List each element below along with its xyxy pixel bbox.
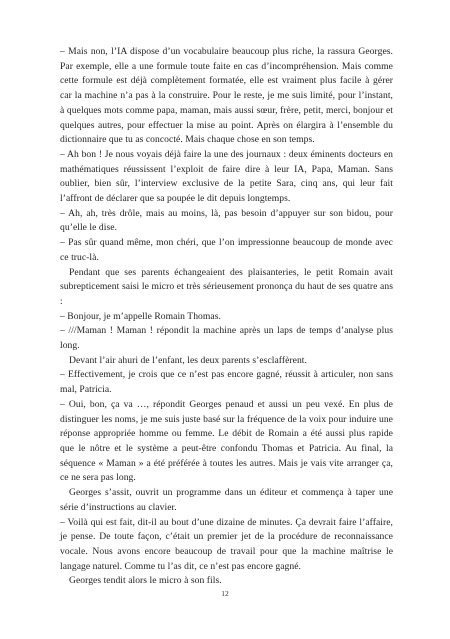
paragraph: Georges s’assit, ouvrit un programme dans un éditeur et commença à taper une série d’instructions au clavier. [60, 487, 393, 513]
paragraph: – Ah bon ! Je nous voyais déjà faire la une des journaux : deux éminents docteurs en mathématiques réussissent l’exploit de faire dire à leur IA, Papa, Maman. Sans oublier, bien sûr, l’interview exclusive de la petite Sara, cinq ans, qui leur fait l’affront de déclarer que sa poupée le dit depuis longtemps. [60, 148, 393, 205]
page-number: 12 [221, 589, 229, 598]
paragraph: Georges tendit alors le micro à son fils. [69, 575, 222, 587]
paragraph: Devant l’air ahuri de l’enfant, les deux parents s’esclaffèrent. [69, 354, 307, 366]
paragraph: – Effectivement, je crois que ce n’est pas encore gagné, réussit à articuler, non sans mal, Patricia. [60, 369, 393, 396]
paragraph: – Voilà qui est fait, dit-il au bout d’une dizaine de minutes. Ça devrait faire l’affaire, je pense. De toute façon, c’était un premier jet de la procédure de reconnaissance vocale. Nous avons encore beaucoup de travail pour que la machine maîtrise le langage naturel. Comme tu l’as dit, ce n’est pas encore gagné. [60, 516, 393, 572]
paragraph: – ///Maman ! Maman ! répondit la machine après un laps de temps d’analyse plus long. [60, 325, 393, 352]
body-text [60, 45, 393, 589]
paragraph: – Bonjour, je m’appelle Romain Thomas. [60, 310, 221, 322]
paragraph: – Ah, ah, très drôle, mais au moins, là, pas besoin d’appuyer sur son bidou, pour qu’elle le dise. [60, 207, 393, 234]
paragraph: – Oui, bon, ça va …, répondit Georges penaud et aussi un peu vexé. En plus de distinguer les noms, je me suis juste basé sur la fréquence de la voix pour induire une réponse appropriée homme ou femme. Le débit de Romain a été aussi plus rapide que le nôtre et le système a peut-être confondu Thomas et Patricia. Au final, la séquence « Maman » a été préférée à toutes les autres. Mais je vais vite arranger ça, ce ne sera pas long. [60, 398, 393, 484]
paragraph: Pendant que ses parents échangeaient des plaisanteries, le petit Romain avait subrepticement saisi le micro et très sérieusement prononça du haut de ses quatre ans : [60, 266, 393, 307]
paragraph: – Mais non, l’IA dispose d’un vocabulaire beaucoup plus riche, la rassura Georges. Par exemple, elle a une formule toute faite en cas d’incompréhension. Mais comme cette formule est déjà complètement formatée, elle est vraiment plus facile à gérer car la machine n’a pas à la construire. Pour le reste, je me suis limité, pour l’instant, à quelques mots comme papa, maman, mais aussi sœur, frère, petit, merci, bonjour et quelques autres, pour effectuer la mise au point. Après on élargira à l’ensemble du dictionnaire que tu as concocté. Mais chaque chose en son temps. [60, 46, 393, 146]
paragraph: – Pas sûr quand même, mon chéri, que l’on impressionne beaucoup de monde avec ce truc-là. [60, 237, 393, 263]
